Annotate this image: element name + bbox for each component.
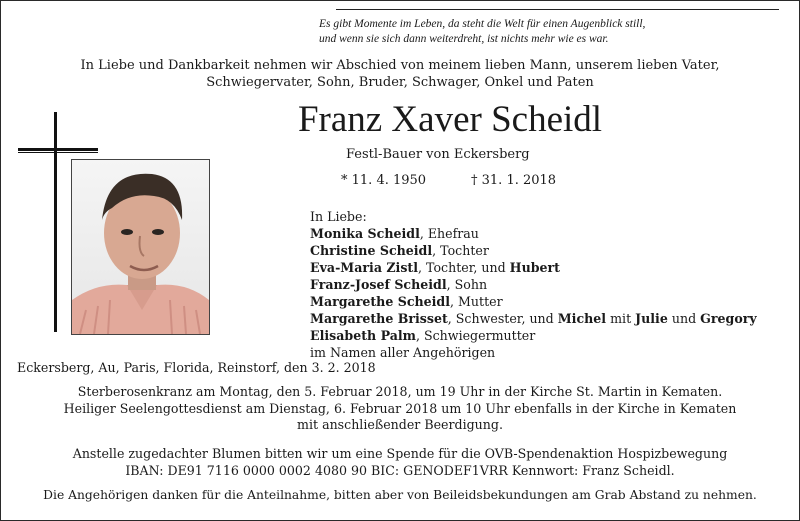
- mourner-name: Christine Scheidl: [310, 243, 433, 258]
- mourner-name: Elisabeth Palm: [310, 328, 416, 343]
- mourner-entry: [310, 310, 757, 327]
- mourner-relation: , Tochter: [432, 243, 489, 258]
- cross-horizontal-bar: [18, 148, 98, 151]
- service-line: Heiliger Seelengottesdienst am Dienstag, 6. Februar 2018 um 10 Uhr ebenfalls in der Kirche in Kematen: [63, 400, 737, 416]
- cross-horizontal-line: [18, 152, 98, 153]
- quote-line: Es gibt Momente im Leben, da steht die Welt für einen Augenblick still,: [319, 18, 646, 30]
- mourner-name: Margarethe Scheidl: [310, 294, 451, 309]
- donation-line: Anstelle zugedachter Blumen bitten wir um eine Spende für die OVB-Spendenaktion Hospizbewegung: [72, 446, 728, 461]
- mourner-name: Margarethe Brisset: [310, 311, 448, 326]
- service-line: Sterberosenkranz am Montag, den 5. Februar 2018, um 19 Uhr in der Kirche St. Martin in Kematen.: [77, 384, 723, 399]
- mourner-name: Eva-Maria Zistl: [310, 260, 419, 275]
- intro-line: In Liebe und Dankbarkeit nehmen wir Abschied von meinem lieben Mann, unserem lieben Vater,: [80, 58, 720, 73]
- mourner-entry: [310, 327, 757, 344]
- death-date: † 31. 1. 2018: [471, 173, 557, 188]
- cross-vertical-bar: [54, 112, 57, 332]
- mourner-relation: , Mutter: [450, 294, 503, 309]
- birth-date: * 11. 4. 1950: [341, 173, 427, 188]
- mourner-relation: , Sohn: [446, 277, 488, 292]
- mourner-entry: [310, 242, 757, 259]
- intro-line: Schwiegervater, Sohn, Bruder, Schwager, Onkel und Paten: [206, 75, 594, 90]
- mourner-relation: , Tochter, und: [418, 260, 510, 275]
- mourner-relation: , Ehefrau: [419, 226, 479, 241]
- mourner-entry: [310, 276, 757, 293]
- thanks-note: Die Angehörigen danken für die Anteilnahme, bitten aber von Beileidsbekundungen am Grab Abstand zu nehmen.: [43, 488, 757, 502]
- mourner-relation: , Schwiegermutter: [416, 328, 536, 343]
- mourner-name: Gregory: [700, 311, 757, 326]
- quote-line: und wenn sie sich dann weiterdreht, ist nichts mehr wie es war.: [319, 33, 609, 45]
- mourner-entry: [310, 293, 757, 310]
- mourners-closing: im Namen aller Angehörigen: [310, 345, 496, 360]
- quote: [319, 17, 779, 47]
- mourner-name: Hubert: [509, 260, 560, 275]
- place-and-date: Eckersberg, Au, Paris, Florida, Reinstorf, den 3. 2. 2018: [17, 360, 376, 375]
- donation-notice: [1, 445, 799, 479]
- top-divider: [336, 9, 779, 10]
- mourner-entry: [310, 259, 757, 276]
- mourner-relation: , Schwester, und: [447, 311, 558, 326]
- donation-line: IBAN: DE91 7116 0000 0002 4080 90 BIC: GENODEF1VRR Kennwort: Franz Scheidl.: [125, 463, 675, 478]
- mourner-name: Franz-Josef Scheidl: [310, 277, 447, 292]
- mourner-name: Michel: [557, 311, 607, 326]
- portrait-photo: [71, 159, 210, 335]
- mourner-connector: mit: [606, 311, 636, 326]
- mourner-entry: [310, 225, 757, 242]
- service-line: mit anschließender Beerdigung.: [297, 417, 503, 432]
- mourners-heading: In Liebe:: [310, 209, 367, 224]
- mourner-name: Julie: [635, 311, 668, 326]
- deceased-subtitle: Festl-Bauer von Eckersberg: [346, 147, 530, 162]
- mourners-list: [310, 208, 757, 361]
- mourner-connector: und: [667, 311, 701, 326]
- mourner-name: Monika Scheidl: [310, 226, 420, 241]
- intro-text: [1, 57, 799, 91]
- deceased-name: Franz Xaver Scheidl: [297, 99, 603, 140]
- service-details: [1, 384, 799, 434]
